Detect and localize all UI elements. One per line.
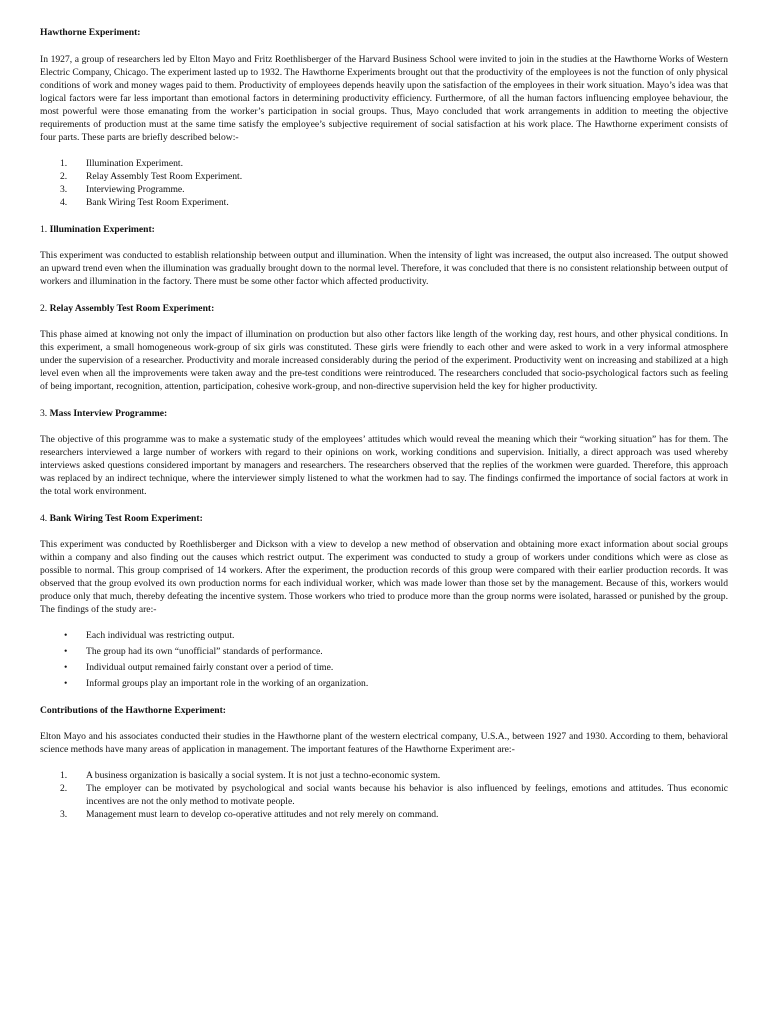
parts-list-item: 1. Illumination Experiment. bbox=[60, 158, 183, 169]
contributions-body: Elton Mayo and his associates conducted their studies in the Hawthorne plant of the western electrical company, U.S.A., between 1927 and 1930. According to them, behavioral science methods have many areas of application in management. The important features of the Hawthorne Experiment are:- bbox=[40, 731, 728, 755]
document-title: Hawthorne Experiment: bbox=[40, 27, 141, 38]
section-body-relay-assembly: This phase aimed at knowing not only the impact of illumination on production but also other factors like length of the working day, rest hours, and other physical conditions. In this experiment, a small homogeneous work-group of six girls was constituted. These girls were friendly to each other and were asked to work in a very informal atmosphere under the supervision of a researcher. Productivity and morale increased considerably during the period of the experiment. Productivity went on increasing and stabilized at a high level even when all the improvements were taken away and the pre-test conditions were reintroduced. The researchers concluded that socio-psychological factors such as feeling of being important, recognition, attention, participation, cohesive work-group, and non-directive supervision held the key for higher productivity. bbox=[40, 329, 728, 392]
contributions-list-item: 3. Management must learn to develop co-operative attitudes and not rely merely on command. bbox=[60, 809, 439, 820]
bullet-icon: • bbox=[64, 678, 68, 689]
findings-list-item: • Each individual was restricting output. bbox=[64, 630, 235, 641]
parts-list-item: 4. Bank Wiring Test Room Experiment. bbox=[60, 197, 229, 208]
bullet-icon: • bbox=[64, 630, 68, 641]
findings-list bbox=[40, 629, 728, 690]
section-heading-mass-interview: 3. Mass Interview Programme: bbox=[40, 408, 168, 419]
section-heading-bank-wiring: 4. Bank Wiring Test Room Experiment: bbox=[40, 513, 203, 524]
parts-list bbox=[40, 157, 728, 209]
findings-list-item: • Individual output remained fairly constant over a period of time. bbox=[64, 662, 334, 673]
contributions-list-item: 2. The employer can be motivated by psychological and social wants because his behavior is also influenced by feelings, emotions and attitudes. Thus economic incentives are not the only method to motivate people. bbox=[60, 783, 728, 807]
section-body-mass-interview: The objective of this programme was to make a systematic study of the employees’ attitudes which would reveal the meaning which their “working situation” has for them. The researchers interviewed a large number of workers with regard to their opinions on work, working conditions and supervision. Initially, a direct approach was used whereby interviews asked questions considered important by managers and researchers. The researchers observed that the replies of the workmen were guarded. Therefore, this approach was replaced by an indirect technique, where the interviewer simply listened to what the workmen had to say. The findings confirmed the importance of social factors at work in the total work environment. bbox=[40, 434, 728, 497]
contributions-list-item: 1. A business organization is basically a social system. It is not just a techno-economic system. bbox=[60, 770, 441, 781]
section-body-bank-wiring: This experiment was conducted by Roethlisberger and Dickson with a view to develop a new method of observation and obtaining more exact information about social groups within a company and also finding out the causes which restrict output. The experiment was conducted to study a group of workers under conditions which were as close as possible to normal. This group comprised of 14 workers. After the experiment, the production records of this group were compared with their earlier production records. It was observed that the group evolved its own production norms for each individual worker, which was made lower than those set by the management. Because of this, workers would produce only that much, thereby defeating the incentive system. Those workers who tried to produce more than the group norms were isolated, harassed or punished by the group. The findings of the study are:- bbox=[40, 539, 728, 615]
section-body-illumination: This experiment was conducted to establish relationship between output and illumination. When the intensity of light was increased, the output also increased. The output showed an upward trend even when the illumination was gradually brought down to the normal level. Therefore, it was concluded that there is no consistent relationship between output of workers and illumination in the factory. There must be some other factor which affected productivity. bbox=[40, 250, 728, 287]
findings-list-item: • Informal groups play an important role in the working of an organization. bbox=[64, 678, 369, 689]
parts-list-item: 2. Relay Assembly Test Room Experiment. bbox=[60, 171, 243, 182]
findings-list-item: • The group had its own “unofficial” standards of performance. bbox=[64, 646, 323, 657]
bullet-icon: • bbox=[64, 662, 68, 673]
section-heading-relay-assembly: 2. Relay Assembly Test Room Experiment: bbox=[40, 303, 215, 314]
contributions-heading: Contributions of the Hawthorne Experiment: bbox=[40, 705, 227, 716]
intro-paragraph: In 1927, a group of researchers led by Elton Mayo and Fritz Roethlisberger of the Harvard Business School were invited to join in the studies at the Hawthorne Works of Western Electric Company, Chicago. The experiment lasted up to 1932. The Hawthorne Experiments brought out that the productivity of the employees is not the function of only physical conditions of work and money wages paid to them. Productivity of employees depends heavily upon the satisfaction of the employees in their work situation. Mayo’s idea was that logical factors were far less important than emotional factors in determining productivity efficiency. Furthermore, of all the human factors influencing employee behaviour, the most powerful were those emanating from the worker’s participation in social groups. Thus, Mayo concluded that work arrangements in addition to meeting the objective requirements of production must at the same time satisfy the employee’s subjective requirement of social satisfaction at his work place. The Hawthorne experiment consists of four parts. These parts are briefly described below:- bbox=[40, 54, 728, 143]
contributions-list bbox=[40, 769, 728, 821]
bullet-icon: • bbox=[64, 646, 68, 657]
parts-list-item: 3. Interviewing Programme. bbox=[60, 184, 185, 195]
section-heading-illumination: 1. Illumination Experiment: bbox=[40, 224, 155, 235]
